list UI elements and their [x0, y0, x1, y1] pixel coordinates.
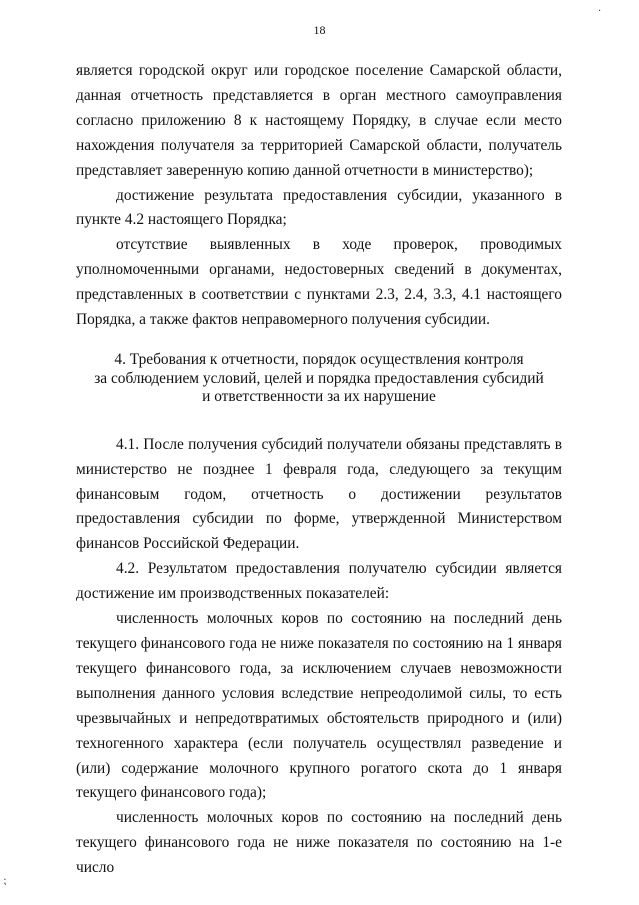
section-heading-line-2: за соблюдением условий, целей и порядка предоставления субсидий — [94, 369, 544, 387]
paragraph-result-achievement: достижение результата предоставления субсидии, указанного в пункте 4.2 настоящего Порядка; — [76, 186, 562, 229]
paragraph-cows-count-january: численность молочных коров по состоянию на последний день текущего финансового года не ниже показателя по состоянию на 1 января текущего финансового года, за исключением случаев невозможности выполнения данного условия вследствие непреодолимой силы, то есть чрезвычайных и непредотвратимых обстоятельств природного и (или) техногенного характера (если получатель осуществлял разведение и (или) содержание молочного крупного рогатого скота до 1 января текущего финансового года); — [76, 610, 562, 802]
section-heading-line-3: и ответственности за их нарушение — [202, 388, 436, 406]
paragraph-cows-count-first-day: численность молочных коров по состоянию на последний день текущего финансового года не ниже показателя по состоянию на 1-е число — [76, 809, 562, 877]
section-heading — [76, 351, 562, 407]
section-heading-line-1: 4. Требования к отчетности, порядок осуществления контроля — [114, 350, 524, 368]
paragraph-continuation: является городской округ или городское поселение Самарской области, данная отчетность представляется в орган местного самоуправления согласно приложению 8 к настоящему Порядку, в случае если место нахождения получателя за территорией Самарской области, получатель представляет заверенную копию данной отчетности в министерство); — [76, 62, 562, 179]
scan-mark-top-right: · — [598, 6, 602, 17]
document-body — [76, 59, 562, 881]
paragraph-4-1: 4.1. После получения субсидий получатели обязаны представлять в министерство не позднее 1 февраля года, следующего за текущим финансовым годом, отчетность о достижении результатов предоставления субсидии по форме, утвержденной Министерством финансов Российской Федерации. — [76, 435, 562, 553]
page-number: 18 — [313, 23, 326, 37]
paragraph-no-violations: отсутствие выявленных в ходе проверок, проводимых уполномоченными органами, недостоверных сведений в документах, представленных в соответствии с пунктами 2.3, 2.4, 3.3, 4.1 настоящего Порядка, а также фактов неправомерного получения субсидии. — [76, 236, 562, 329]
paragraph-4-2: 4.2. Результатом предоставления получателю субсидии является достижение им производственных показателей: — [76, 560, 562, 603]
scan-mark-bottom-left: ⁏ — [3, 876, 7, 887]
